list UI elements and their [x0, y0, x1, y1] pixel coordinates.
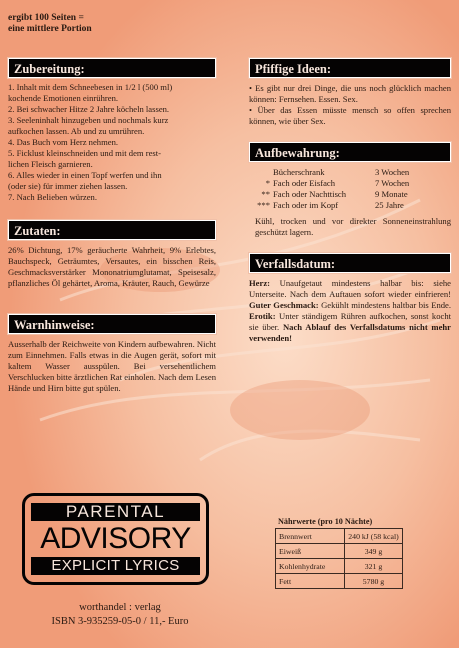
step-line: 4. Das Buch vom Herz nehmen. — [8, 137, 119, 147]
pfiffige-ideen-section — [249, 58, 451, 127]
table-row — [276, 544, 403, 559]
step-line: 1. Inhalt mit dem Schneebesen in 1/2 l (500 ml) — [8, 82, 173, 92]
idea-item: • Über das Essen müsste mensch so offen sprechen können, wie über Sex. — [249, 105, 451, 126]
nutrient-value: 349 g — [345, 544, 403, 559]
step-line: lichen Fleisch garnieren. — [8, 159, 93, 169]
storage-duration: 25 Jahre — [375, 200, 404, 210]
parental-advisory-logo — [22, 493, 209, 585]
warnhinweise-text: Ausserhalb der Reichweite von Kindern aufbewahren. Nicht zum Einnehmen. Falls etwas in die Augen gerät, sofort mit kaltem Wasser ausspülen. Bei versehentlichem Verschlucken bitte ärztlichen Rat einholen. Nach dem Lesen Hände und Hirn bitte gut spülen. — [8, 339, 216, 393]
warnhinweise-heading: Warnhinweise: — [8, 314, 216, 334]
storage-place: Fach oder Nachttisch — [273, 189, 347, 199]
storage-duration: 9 Monate — [375, 189, 408, 199]
table-row — [276, 529, 403, 544]
zutaten-section — [8, 220, 216, 289]
storage-duration: 3 Wochen — [375, 167, 410, 177]
nutrient-value: 240 kJ (58 kcal) — [345, 529, 403, 544]
warnhinweise-section — [8, 314, 216, 394]
nutrient-label: Brennwert — [276, 529, 345, 544]
aufbewahrung-heading: Aufbewahrung: — [249, 142, 451, 162]
portion-note — [8, 13, 208, 35]
publisher-info — [40, 601, 200, 629]
isbn-price: ISBN 3-935259-05-0 / 11,- Euro — [51, 616, 189, 627]
verfall-text-herz: Unaufgetaut mindestens halbar bis: siehe Unterseite. Nach dem Auftauen sofort wieder einfrieren! — [249, 278, 451, 299]
nutrient-value: 5780 g — [345, 574, 403, 589]
step-line: kochende Emotionen einrühren. — [8, 93, 119, 103]
aufbewahrung-section — [249, 142, 451, 238]
verfallsdatum-section — [249, 253, 451, 344]
verfall-label-geschmack: Guter Geschmack: — [249, 300, 319, 310]
publisher-name: worthandel : verlag — [79, 602, 161, 613]
zubereitung-steps — [8, 82, 216, 203]
advisory-line-advisory: ADVISORY — [40, 522, 191, 555]
storage-place: Fach oder Eisfach — [273, 178, 336, 188]
nutrient-label: Fett — [276, 574, 345, 589]
verfall-label-erotik: Erotik: — [249, 311, 276, 321]
idea-item: • Es gibt nur drei Dinge, die uns noch glücklich machen können: Fernsehen. Essen. Sex. — [249, 83, 451, 104]
verfall-label-herz: Herz: — [249, 278, 270, 288]
nutrient-label: Kohlenhydrate — [276, 559, 345, 574]
naehrwerte-table — [275, 528, 403, 589]
storage-place: Fach oder im Kopf — [273, 200, 339, 210]
storage-row — [249, 200, 451, 211]
portion-note-line: ergibt 100 Seiten = — [8, 13, 84, 23]
portion-note-line: eine mittlere Portion — [8, 24, 92, 34]
zubereitung-section — [8, 58, 216, 203]
zutaten-text: 26% Dichtung, 17% geräucherte Wahrheit, 9% Erlebtes, Bauchspeck, Geträumtes, Versautes, ein bisschen Reis, Geschmacksverstärker Mononatriumglutamat, Speisesalz, pflanzliches Öl gehärtet, Aroma, Kräuter, Rauch, Gewürze — [8, 245, 216, 288]
nutrient-label: Eiweiß — [276, 544, 345, 559]
step-line: aufkochen lassen. Ab und zu umrühren. — [8, 126, 145, 136]
verfall-warning: Nach Ablauf des Verfallsdatums nicht mehr verwenden! — [249, 322, 451, 343]
storage-duration: 7 Wochen — [375, 178, 410, 188]
storage-mark — [249, 167, 273, 178]
nutrient-value: 321 g — [345, 559, 403, 574]
storage-row — [249, 178, 451, 189]
storage-place: Bücherschrank — [273, 167, 325, 177]
zutaten-heading: Zutaten: — [8, 220, 216, 240]
verfall-text-geschmack: Gekühlt mindestens haltbar bis Ende. — [318, 300, 452, 310]
step-line: 5. Ficklust kleinschneiden und mit dem rest- — [8, 148, 161, 158]
table-row — [276, 574, 403, 589]
naehrwerte-title: Nährwerte (pro 10 Nächte) — [278, 517, 373, 526]
verfallsdatum-heading: Verfallsdatum: — [249, 253, 451, 273]
step-line: 3. Seeleninhalt hinzugeben und nochmals kurz — [8, 115, 169, 125]
storage-mark: *** — [257, 200, 270, 210]
storage-table — [249, 167, 451, 211]
verfall-text-erotik: Unter ständigem Rühren aufkochen, sonst kocht sie über. — [249, 311, 451, 332]
advisory-line-parental: PARENTAL — [31, 503, 200, 521]
storage-row — [249, 167, 451, 178]
step-line: 6. Alles wieder in einen Topf werfen und ihn — [8, 170, 162, 180]
step-line: 2. Bei schwacher Hitze 2 Jahre köcheln lassen. — [8, 104, 170, 114]
zubereitung-heading: Zubereitung: — [8, 58, 216, 78]
storage-row — [249, 189, 451, 200]
storage-note: Kühl, trocken und vor direkter Sonneneinstrahlung geschützt lagern. — [255, 216, 451, 237]
storage-mark: * — [265, 178, 270, 188]
pfiffige-ideen-heading: Pfiffige Ideen: — [249, 58, 451, 78]
advisory-line-explicit: EXPLICIT LYRICS — [31, 557, 200, 575]
step-line: 7. Nach Belieben würzen. — [8, 192, 98, 202]
table-row — [276, 559, 403, 574]
step-line: (oder sie) für immer ziehen lassen. — [8, 181, 128, 191]
verfallsdatum-text — [249, 278, 451, 344]
storage-mark: ** — [261, 189, 270, 199]
